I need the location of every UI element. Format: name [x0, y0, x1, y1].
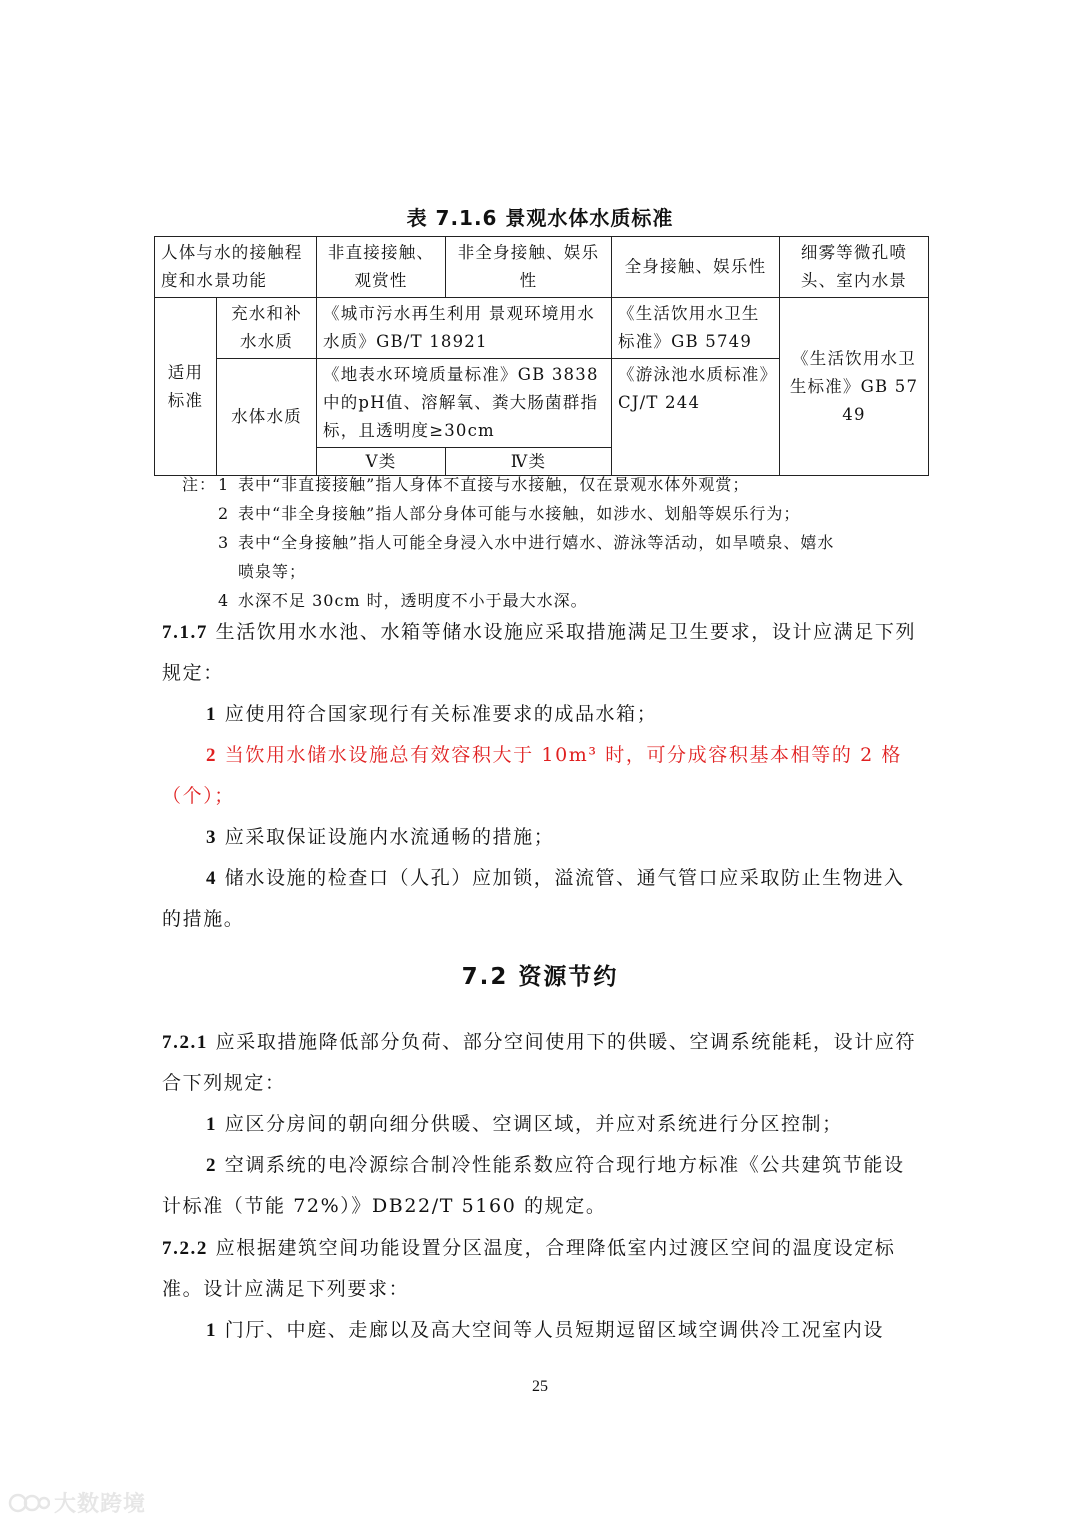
- table-header-row: [155, 237, 929, 298]
- cell-class-iv: Ⅳ类: [446, 448, 612, 476]
- clause-7-2-2-intro: 7.2.2 应根据建筑空间功能设置分区温度，合理降低室内过渡区空间的温度设定标准。设计应满足下列要求：: [162, 1237, 896, 1300]
- clause-7-1-7-item-4: 4 储水设施的检查口（人孔）应加锁，溢流管、通气管口应采取防止生物进入的措施。: [162, 867, 905, 930]
- row-label-fill-water: 充水和补水水质: [217, 298, 317, 359]
- table-row: [155, 298, 929, 359]
- clause-number: 7.1.7: [162, 622, 208, 643]
- cell-surface-water-standard: 《地表水环境质量标准》GB 3838中的pH值、溶解氧、粪大肠菌群指标，且透明度≥30cm: [317, 359, 612, 448]
- clause-7-1-7-item-1: 1 应使用符合国家现行有关标准要求的成品水箱；: [206, 703, 658, 725]
- clause-7-1-7: [162, 612, 918, 940]
- header-mist-indoor: 细雾等微孔喷头、室内水景: [780, 237, 929, 298]
- page-number: 25: [532, 1378, 548, 1395]
- cell-drinking-water-standard: 《生活饮用水卫生标准》GB 5749: [612, 298, 780, 359]
- clause-number: 7.2.1: [162, 1032, 208, 1053]
- water-quality-table: [154, 236, 929, 476]
- section-title: 7.2 资源节约: [461, 964, 619, 990]
- table-notes: [182, 470, 942, 615]
- watermark-logo-icon: [8, 1491, 50, 1515]
- clause-7-1-7-item-2: 2 当饮用水储水设施总有效容积大于 10m³ 时，可分成容积基本相等的 2 格（个）；: [162, 744, 903, 807]
- cell-reclaimed-water-standard: 《城市污水再生利用 景观环境用水水质》GB/T 18921: [317, 298, 612, 359]
- clause-7-2-1-item-1: 1 应区分房间的朝向细分供暖、空调区域，并应对系统进行分区控制；: [206, 1113, 843, 1135]
- cell-class-v: Ⅴ类: [317, 448, 446, 476]
- header-non-direct-contact: 非直接接触、观赏性: [317, 237, 446, 298]
- note-3: 3 表中“全身接触”指人可能全身浸入水中进行嬉水、游泳等活动，如旱喷泉、嬉水: [218, 533, 835, 552]
- note-2: 2 表中“非全身接触”指人部分身体可能与水接触，如涉水、划船等娱乐行为；: [218, 504, 801, 523]
- note-1: 注： 1 表中“非直接接触”指人身体不直接与水接触，仅在景观水体外观赏；: [182, 475, 750, 494]
- row-label-water-body: 水体水质: [217, 359, 317, 476]
- cell-pool-water-standard: 《游泳池水质标准》CJ/T 244: [612, 359, 780, 476]
- watermark-text: 大数跨境: [54, 1492, 147, 1517]
- clause-7-2-1: [162, 1022, 918, 1227]
- table-title: 表 7.1.6 景观水体水质标准: [406, 206, 674, 230]
- clause-7-1-7-intro: 7.1.7 生活饮用水水池、水箱等储水设施应采取措施满足卫生要求，设计应满足下列规定：: [162, 621, 917, 684]
- header-partial-contact: 非全身接触、娱乐性: [446, 237, 612, 298]
- watermark: [8, 1487, 146, 1518]
- clause-7-2-1-item-2: 2 空调系统的电冷源综合制冷性能系数应符合现行地方标准《公共建筑节能设计标准（节能 72%）》DB22/T 5160 的规定。: [162, 1154, 905, 1217]
- clause-7-1-7-item-3: 3 应采取保证设施内水流通畅的措施；: [206, 826, 555, 848]
- clause-7-2-2: [162, 1228, 918, 1351]
- note-4: 4 水深不足 30cm 时，透明度不小于最大水深。: [218, 591, 588, 610]
- cell-mist-standard: 《生活饮用水卫生标准》GB 5749: [780, 298, 929, 476]
- row-group-label: 适用标准: [155, 298, 217, 476]
- clause-number: 7.2.2: [162, 1238, 208, 1259]
- clause-7-2-1-intro: 7.2.1 应采取措施降低部分负荷、部分空间使用下的供暖、空调系统能耗，设计应符合下列规定：: [162, 1031, 917, 1094]
- header-contact-level: 人体与水的接触程度和水景功能: [155, 237, 317, 298]
- note-3-continued: 喷泉等；: [238, 562, 307, 581]
- clause-7-2-2-item-1: 1 门厅、中庭、走廊以及高大空间等人员短期逗留区域空调供冷工况室内设: [206, 1319, 884, 1341]
- header-full-contact: 全身接触、娱乐性: [612, 237, 780, 298]
